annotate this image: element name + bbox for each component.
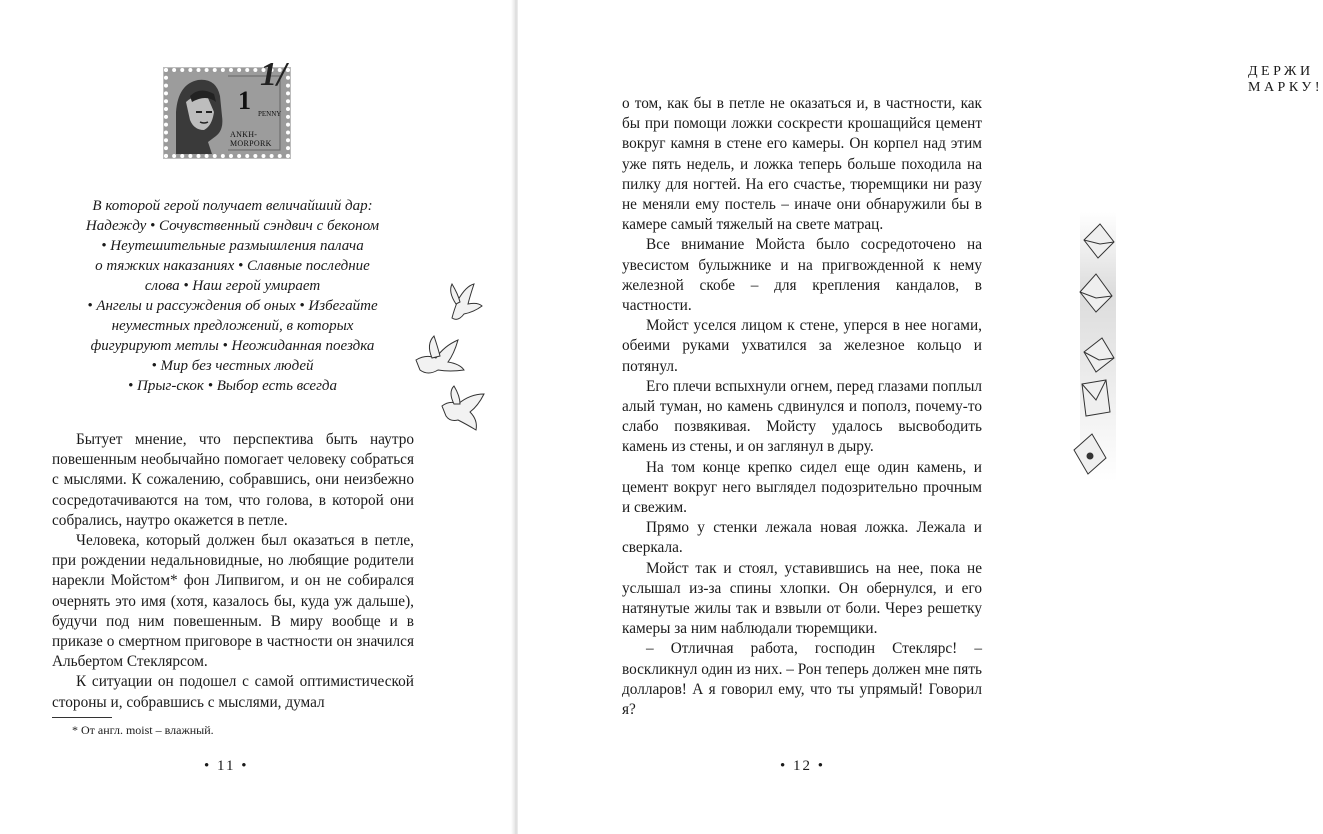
paragraph: Мойст так и стоял, уставившись на нее, пока не услышал из-за спины хлопки. Он обернулся, и его натянутые жилы так и взвыли от боли. Через решетку камеры за ним наблюдали тюремщики. [622,559,982,638]
envelopes-illustration [1066,212,1126,482]
right-page-text [622,94,982,720]
left-page-text [52,430,414,713]
running-head: ДЕРЖИ МАРКУ! [1248,64,1323,95]
stamp-city: ANKH-MORPORK [230,130,272,148]
stamp-postmark: 1/ [260,56,287,93]
doves-illustration [412,282,492,442]
paragraph: о том, как бы в петле не оказаться и, в частности, как бы при помощи ложки соскрести крошащийся цемент вокруг камня в стене его камеры. Он корпел над этим уже пять недель, и ложка теперь больше походила на пилку для ногтей. На его счастье, тюремщики ни разу не меняли ему постель – иначе они обнаружили бы в камере самый тяжелый на свете матрац. [622,95,982,234]
summary-line: слова • Наш герой умирает [144,278,321,294]
envelope-icon [1082,380,1110,416]
left-page [0,0,514,834]
summary-line: • Ангелы и рассуждения об оных • Избегайте [87,298,378,314]
dove-icon [442,386,484,430]
summary-line: • Мир без честных людей [151,358,314,374]
stamp-denomination: PENNY [258,110,282,118]
paragraph: Человека, который должен был оказаться в петле, при рождении недальновидные, но любящие родители нарекли Мойстом* фон Липвигом, и он не собирался очернять это имя (хотя, казалось бы, куда уж дальше), будучи под ним повешенным. В миру вообще и в приказе о смертном приговоре в частности он значился Альбертом Стеклярсом. [52,532,414,671]
footnote-divider [52,717,112,718]
paragraph: – Отличная работа, господин Стеклярс! – воскликнул один из них. – Рон теперь должен мне пять долларов! А я говорил ему, что ты упрямый! Говорил я? [622,640,982,719]
summary-line: Надежду • Сочувственный сэндвич с беконом [85,218,380,234]
dove-icon [416,336,464,373]
summary-line: фигурируют метлы • Неожиданная поездка [90,338,375,354]
page-number: • 12 • [780,758,826,774]
paragraph: Его плечи вспыхнули огнем, перед глазами поплыл алый туман, но камень сдвинулся и пополз, почему-то слабо позвякивая. Мойсту удалось высвободить камень из стены, и он заглянул в дыру. [622,377,982,456]
paragraph: Прямо у стенки лежала новая ложка. Лежала и сверкала. [622,519,982,557]
stamp-value: 1 [238,86,251,115]
page-number: • 11 • [204,758,249,774]
paragraph: Все внимание Мойста было сосредоточено на увесистом булыжнике и на пригвожденной к нему железной скобе – для крепления кандалов, в частности. [622,236,982,315]
summary-line: неуместных предложений, в которых [111,318,354,334]
footnote: * От англ. moist – влажный. [72,723,214,737]
summary-line: о тяжких наказаниях • Славные последние [95,258,370,274]
paragraph: Бытует мнение, что перспектива быть наутро повешенным необычайно помогает человеку собраться с мыслями. К сожалению, собравшись, они неизбежно сосредотачиваются на том, что голова, в которой они собрались, наутро окажется в петле. [52,431,414,529]
summary-line: В которой герой получает величайший дар: [92,198,373,214]
paragraph: На том конце крепко сидел еще один камень, и цемент вокруг него выглядел подозрительно прочным и свежим. [622,458,982,517]
paragraph: К ситуации он подошел с самой оптимистической стороны и, собравшись с мыслями, думал [52,673,414,711]
dove-icon [451,284,482,319]
chapter-summary [60,196,405,396]
summary-line: • Прыг-скок • Выбор есть всегда [127,378,338,394]
paragraph: Мойст уселся лицом к стене, уперся в нее ногами, обеими руками ухватился за железное кольцо и потянул. [622,317,982,375]
summary-line: • Неутешительные размышления палача [101,238,364,254]
